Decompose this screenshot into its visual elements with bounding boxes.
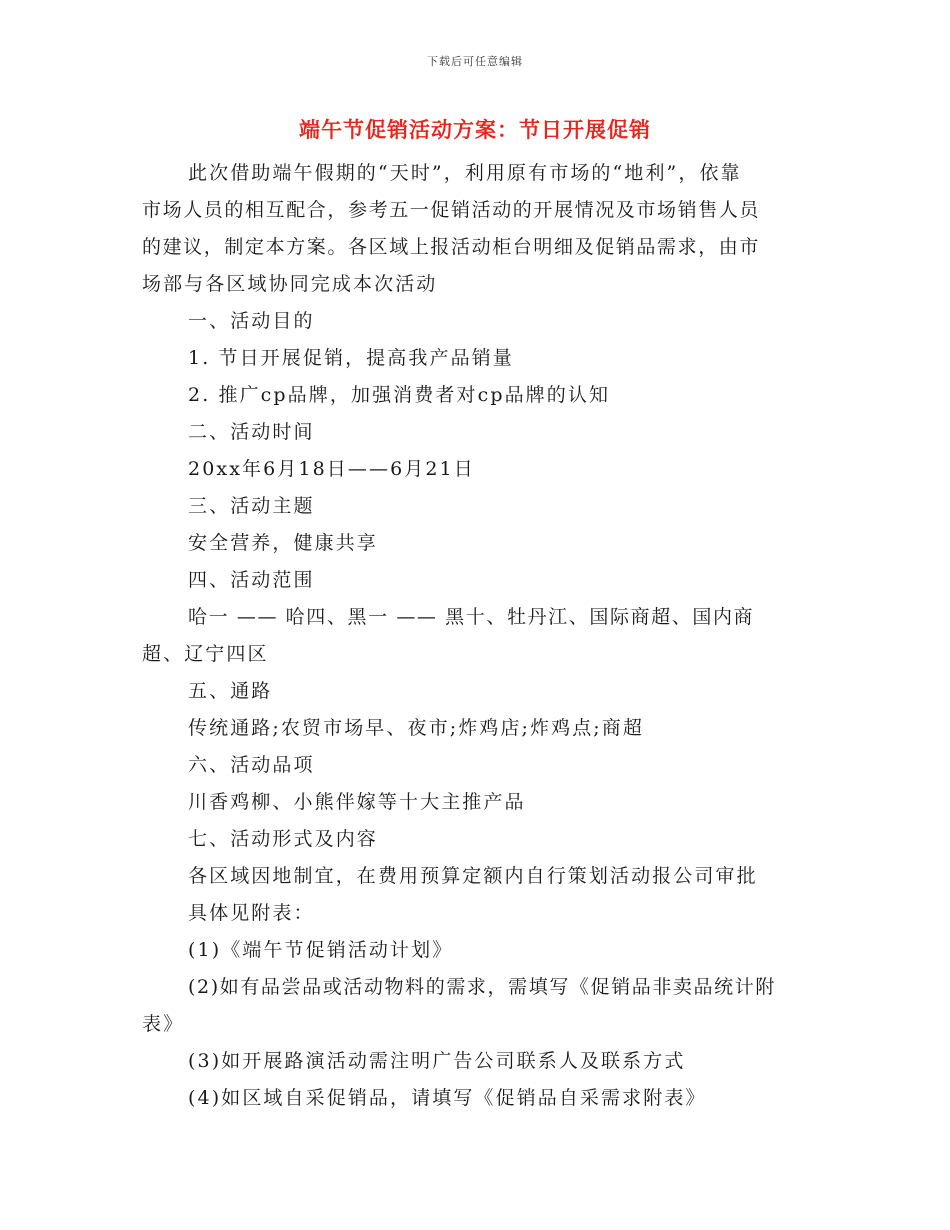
body-line: 的建议，制定本方案。各区域上报活动柜台明细及促销品需求，由市	[142, 236, 761, 258]
body-line: (4)如区域自采促销品，请填写《促销品自采需求附表》	[188, 1087, 707, 1109]
body-line: 三、活动主题	[188, 495, 315, 517]
body-line: 20xx年6月18日——6月21日	[188, 458, 475, 480]
body-line: 市场人员的相互配合，参考五一促销活动的开展情况及市场销售人员	[142, 199, 761, 221]
body-line: 具体见附表：	[188, 902, 315, 924]
body-line: 1. 节日开展促销，提高我产品销量	[188, 347, 514, 369]
document-title: 端午节促销活动方案：节日开展促销	[299, 117, 651, 142]
body-line: 场部与各区域协同完成本次活动	[142, 273, 438, 295]
body-line: 安全营养，健康共享	[188, 532, 378, 554]
body-line: 2. 推广cp品牌，加强消费者对cp品牌的认知	[188, 384, 611, 406]
document-body	[142, 155, 802, 1117]
body-line: (2)如有品尝品或活动物料的需求，需填写《促销品非卖品统计附	[188, 976, 776, 998]
body-line: 七、活动形式及内容	[188, 828, 378, 850]
body-line: 四、活动范围	[188, 569, 315, 591]
body-line: 二、活动时间	[188, 421, 315, 443]
page-header-note: 下载后可任意编辑	[427, 55, 523, 68]
body-line: 川香鸡柳、小熊伴嫁等十大主推产品	[188, 791, 526, 813]
body-line: 一、活动目的	[188, 310, 315, 332]
body-line: 哈一 —— 哈四、黑一 —— 黑十、牡丹江、国际商超、国内商	[188, 606, 755, 628]
body-line: 五、通路	[188, 680, 273, 702]
body-line: 各区域因地制宜，在费用预算定额内自行策划活动报公司审批	[188, 865, 758, 887]
body-line: 传统通路;农贸市场早、夜市;炸鸡店;炸鸡点;商超	[188, 717, 645, 739]
body-line: 六、活动品项	[188, 754, 315, 776]
body-line: 此次借助端午假期的“天时”，利用原有市场的“地利”，依靠	[188, 162, 742, 184]
body-line: 表》	[142, 1013, 185, 1035]
body-line: 超、辽宁四区	[142, 643, 269, 665]
body-line: (3)如开展路演活动需注明广告公司联系人及联系方式	[188, 1050, 686, 1072]
body-line: (1)《端午节促销活动计划》	[188, 939, 454, 961]
